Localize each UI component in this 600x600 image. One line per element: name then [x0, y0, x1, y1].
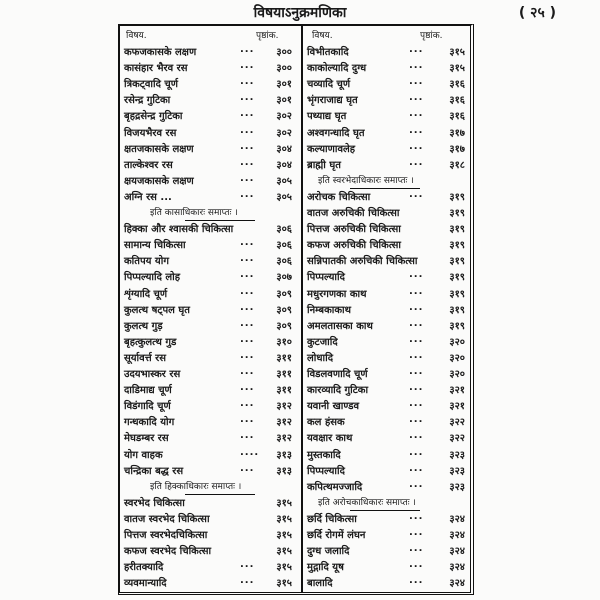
leader-dots: ... — [409, 44, 424, 55]
leader-dots: ... — [409, 333, 424, 345]
index-entry — [124, 398, 300, 413]
leader-dots: ... — [240, 140, 255, 152]
entry-page-number: ३०४ — [276, 159, 292, 171]
index-entry — [124, 44, 300, 59]
entry-title: कतिपय योग — [124, 256, 169, 268]
index-entry — [124, 108, 300, 123]
entry-title: मुद्गादि यूष — [307, 562, 344, 574]
entry-page-number: ३१६ — [449, 111, 465, 123]
entry-page-number: ३०५ — [276, 191, 292, 203]
entry-title: सन्निपातकी अरुचिकी चिकित्सा — [307, 256, 418, 268]
index-entry — [124, 253, 300, 268]
entry-title: योग वाहक — [124, 449, 163, 461]
leader-dots: ... — [240, 462, 255, 474]
entry-title: छर्दि चिकित्सा — [307, 513, 357, 525]
index-entry — [124, 76, 300, 91]
entry-page-number: ३२० — [449, 369, 465, 380]
entry-title: हरीतक्यादि — [124, 562, 164, 574]
leader-dots: ... — [409, 188, 424, 200]
entry-title: वातज स्वरभेद चिकित्सा — [124, 513, 210, 525]
index-entry — [307, 527, 465, 542]
entry-title: कल्याणावलेह — [307, 143, 356, 155]
leader-dots: ... — [409, 124, 424, 136]
index-entry — [307, 334, 465, 349]
index-entry — [307, 189, 465, 204]
leader-dots: ... — [409, 575, 424, 587]
index-entry — [307, 398, 465, 413]
leader-dots: ... — [409, 527, 424, 538]
entry-page-number: ३०२ — [276, 111, 292, 123]
index-entry — [307, 463, 465, 478]
entry-page-number: ३२१ — [449, 385, 465, 397]
entry-title: पथ्याद्य घृत — [307, 111, 347, 123]
entry-title: वातज अरुचिकी चिकित्सा — [307, 208, 400, 219]
entry-page-number: ३१७ — [449, 127, 465, 139]
index-entry — [307, 125, 465, 140]
entry-title: गन्धकादि योग — [124, 417, 175, 429]
entry-title: कुलत्थ षट्पल घृत — [124, 304, 190, 316]
index-entry — [307, 430, 465, 445]
index-entry — [124, 414, 300, 429]
index-entry — [307, 543, 465, 558]
entry-page-number: ३१६ — [449, 79, 465, 91]
entry-title: अश्वगन्धादि घृत — [307, 127, 365, 139]
index-entry — [307, 350, 465, 365]
leader-dots: ... — [409, 349, 424, 361]
index-entry — [307, 511, 465, 526]
note-text: इति अरोचकाधिकारः समाप्तः । — [318, 497, 416, 508]
leader-dots: ... — [409, 156, 424, 168]
entry-title: सामान्य चिकित्सा — [124, 240, 186, 252]
entry-page-number: ३२४ — [449, 578, 465, 590]
entry-page-number: ३१२ — [276, 401, 292, 413]
entry-page-number: ३२३ — [449, 481, 465, 493]
entry-page-number: ३११ — [276, 369, 292, 380]
entry-title: पिप्पल्यादि — [307, 272, 345, 284]
entry-title: निम्बकाकाथ — [307, 304, 352, 316]
index-entry — [307, 44, 465, 59]
entry-title: कारव्यादि गुटिका — [307, 385, 369, 397]
entry-title: कपित्थमज्जादि — [307, 481, 363, 493]
entry-page-number: ३०० — [276, 47, 292, 58]
note-text: इति स्वरभेदाधिकारः समाप्तः । — [318, 175, 414, 186]
entry-title: विजयभैरव रस — [124, 127, 177, 139]
leader-dots: ... — [409, 543, 424, 555]
entry-page-number: ३१५ — [449, 63, 465, 75]
index-entry — [124, 60, 300, 75]
left-page-header: पृष्ठांक. — [256, 31, 279, 41]
index-entry — [124, 463, 300, 478]
index-entry — [124, 527, 300, 542]
entry-title: कुलत्थ गुड़ — [124, 320, 163, 332]
entry-page-number: ३०१ — [276, 79, 292, 91]
index-entry — [124, 334, 300, 349]
leader-dots: ... — [240, 366, 255, 377]
entry-page-number: ३२४ — [449, 513, 465, 525]
entry-title: विडलवणादि चूर्ण — [307, 369, 368, 380]
entry-title: कासंहार भैरव रस — [124, 63, 188, 75]
index-entry — [307, 302, 465, 317]
entry-page-number: ३१६ — [449, 95, 465, 107]
index-entry — [124, 430, 300, 445]
leader-dots: ... — [409, 430, 424, 442]
entry-title: भृंगराजाद्य घृत — [307, 95, 358, 107]
entry-page-number: ३०४ — [276, 143, 292, 155]
entry-page-number: ३१५ — [276, 497, 292, 509]
leader-dots: ... — [240, 414, 255, 426]
entry-page-number: ३१९ — [449, 240, 465, 252]
page-title: विषयाऽनुक्रमणिका — [253, 5, 347, 21]
leader-dots: ... — [240, 92, 255, 104]
entry-page-number: ३१५ — [276, 546, 292, 558]
index-entry — [307, 269, 465, 284]
index-entry — [124, 318, 300, 333]
leader-dots: ... — [240, 44, 255, 55]
note-text: इति कासाधिकारः समाप्तः । — [150, 208, 238, 218]
leader-dots: ... — [409, 414, 424, 426]
entry-title: कफजकासके लक्षण — [124, 47, 197, 58]
leader-dots: ... — [409, 285, 424, 297]
note-text: इति हिक्काधिकारः समाप्तः । — [150, 481, 242, 492]
index-entry — [124, 511, 300, 526]
entry-page-number: ३१९ — [449, 304, 465, 316]
entry-page-number: ३१३ — [276, 465, 292, 477]
leader-dots: ... — [409, 92, 424, 104]
entry-page-number: ३०५ — [276, 175, 292, 187]
entry-title: ताल्केश्वर रस — [124, 159, 173, 171]
leader-dots: ... — [240, 349, 255, 361]
entry-page-number: ३०९ — [276, 304, 292, 316]
leader-dots: ... — [240, 76, 255, 88]
entry-title: कल हंसक — [307, 417, 345, 429]
entry-page-number: ३१५ — [276, 513, 292, 525]
leader-dots: ... — [240, 301, 255, 313]
entry-title: पित्तज स्वरभेदचिकित्सा — [124, 530, 208, 541]
entry-title: उदयभास्कर रस — [124, 369, 181, 380]
entry-page-number: ३२१ — [449, 401, 465, 413]
entry-title: शृंग्यादि चूर्ण — [124, 288, 168, 300]
entry-title: व्यवमान्यादि — [124, 578, 167, 590]
entry-title: अरोचक चिकित्सा — [307, 191, 371, 203]
entry-page-number: ३१७ — [449, 143, 465, 155]
entry-title: स्वरभेद चिकित्सा — [124, 497, 185, 509]
entry-page-number: ३२४ — [449, 530, 465, 541]
entry-title: दाडिमाद्य चूर्ण — [124, 385, 172, 397]
entry-page-number: ३०० — [276, 63, 292, 75]
index-entry — [124, 125, 300, 140]
index-entry — [307, 318, 465, 333]
index-entry — [124, 141, 300, 156]
leader-dots: ... — [240, 124, 255, 136]
entry-page-number: ३०२ — [276, 127, 292, 139]
entry-title: बृहद्रसेन्द्र गुटिका — [124, 111, 183, 123]
entry-page-number: ३२० — [449, 336, 465, 348]
entry-title: चन्द्रिका बद्ध रस — [124, 465, 184, 477]
index-entry — [307, 157, 465, 172]
entry-page-number: ३०६ — [276, 224, 292, 236]
entry-title: छर्दि रोगमें लंघन — [307, 530, 366, 541]
index-entry — [307, 237, 465, 252]
leader-dots: ... — [409, 462, 424, 474]
leader-dots: ... — [240, 253, 255, 265]
entry-title: लोधादि — [307, 352, 334, 364]
entry-page-number: ३०९ — [276, 320, 292, 332]
leader-dots: ... — [240, 60, 255, 72]
leader-dots: ... — [240, 269, 255, 281]
index-entry — [124, 543, 300, 558]
entry-page-number: ३०१ — [276, 95, 292, 107]
index-entry — [124, 447, 300, 462]
entry-page-number: ३१५ — [276, 530, 292, 541]
index-entry — [124, 286, 300, 301]
leader-dots: ... — [409, 398, 424, 410]
index-entry — [307, 221, 465, 236]
entry-title: अमलतासका काथ — [307, 320, 373, 332]
entry-page-number: ३२२ — [449, 433, 465, 445]
section-end-note — [318, 495, 465, 510]
entry-title: कुटजादि — [307, 336, 338, 348]
index-entry — [124, 157, 300, 172]
entry-title: चव्यादि चूर्ण — [307, 79, 351, 91]
entry-title: विडंगादि चूर्ण — [124, 401, 171, 413]
entry-page-number: ३१९ — [449, 256, 465, 268]
entry-page-number: ३२३ — [449, 449, 465, 461]
entry-page-number: ३१९ — [449, 288, 465, 300]
leader-dots: ... — [409, 382, 424, 394]
entry-page-number: ३२३ — [449, 465, 465, 477]
index-entry — [124, 350, 300, 365]
entry-page-number: ३१३ — [276, 449, 292, 461]
entry-page-number: ३०७ — [276, 272, 292, 284]
entry-title: काकोल्यादि दुग्ध — [307, 63, 367, 75]
entry-title: ब्राह्मी घृत — [307, 159, 341, 171]
index-entry — [307, 414, 465, 429]
leader-dots: ... — [409, 510, 424, 522]
index-entry — [307, 253, 465, 268]
leader-dots: ... — [409, 317, 424, 329]
entry-title: बृहत्कुलत्थ गुड — [124, 336, 177, 348]
entry-page-number: ३१९ — [449, 272, 465, 284]
leader-dots: ... — [409, 478, 424, 490]
index-entry — [124, 559, 300, 574]
leader-dots: ... — [240, 285, 255, 297]
leader-dots: ... — [409, 446, 424, 458]
entry-page-number: ३०६ — [276, 240, 292, 252]
index-entry — [124, 189, 300, 204]
section-end-note — [318, 173, 465, 188]
index-entry — [307, 286, 465, 301]
entry-page-number: ३०६ — [276, 256, 292, 268]
index-entry — [124, 575, 300, 590]
entry-page-number: ३१५ — [449, 47, 465, 58]
leader-dots: ... — [240, 172, 255, 184]
index-entry — [307, 559, 465, 574]
entry-title: मधुरगणका काथ — [307, 288, 367, 300]
entry-page-number: ३१९ — [449, 208, 465, 219]
entry-title: सूर्यावर्त्त रस — [124, 352, 166, 364]
entry-page-number: ३१० — [276, 336, 292, 348]
index-entry — [307, 108, 465, 123]
entry-page-number: ३११ — [276, 385, 292, 397]
entry-page-number: ३१५ — [276, 562, 292, 574]
index-entry — [124, 269, 300, 284]
index-entry — [307, 141, 465, 156]
entry-page-number: ३१९ — [449, 224, 465, 236]
entry-page-number: ३१८ — [449, 159, 465, 171]
entry-page-number: ३२२ — [449, 417, 465, 429]
right-page-header: पृष्ठांक. — [420, 31, 443, 41]
section-end-note — [150, 479, 300, 494]
entry-page-number: ३१५ — [276, 578, 292, 590]
entry-title: पिप्पल्यादि — [307, 465, 345, 477]
entry-title: विभीतकादि — [307, 47, 349, 58]
index-entry — [307, 60, 465, 75]
left-topic-header: विषय. — [126, 31, 147, 41]
entry-title: यवानी खाण्डव — [307, 401, 360, 413]
entry-title: यवक्षार काथ — [307, 433, 353, 445]
section-end-note — [150, 205, 300, 220]
entry-title: मुस्तकादि — [307, 449, 341, 461]
leader-dots: ... — [240, 156, 255, 168]
index-entry — [307, 447, 465, 462]
entry-page-number: ३०९ — [276, 288, 292, 300]
entry-title: कफज स्वरभेद चिकित्सा — [124, 546, 212, 558]
leader-dots: ... — [240, 575, 255, 587]
index-entry — [124, 92, 300, 107]
leader-dots: ... — [240, 108, 255, 120]
leader-dots: ... — [240, 333, 255, 345]
index-entry — [124, 173, 300, 188]
page-number: ( २५ ) — [518, 5, 556, 21]
leader-dots: ... — [409, 269, 424, 281]
leader-dots: ... — [240, 188, 255, 200]
entry-title: बालादि — [307, 578, 333, 590]
entry-page-number: ३२४ — [449, 562, 465, 574]
leader-dots: ... — [409, 366, 424, 377]
entry-title: हिक्का और श्वासकी चिकित्सा — [124, 224, 234, 236]
entry-page-number: ३२० — [449, 352, 465, 364]
entry-page-number: ३१२ — [276, 417, 292, 429]
entry-title: पिप्पल्यादि लोह — [124, 272, 181, 284]
column-divider — [301, 24, 303, 592]
entry-page-number: ३१२ — [276, 433, 292, 445]
index-entry — [307, 366, 465, 381]
entry-title: त्रिकट्वादि चूर्ण — [124, 79, 178, 91]
leader-dots: ... — [240, 317, 255, 329]
leader-dots: ... — [409, 76, 424, 88]
index-entry — [307, 382, 465, 397]
right-topic-header: विषय. — [312, 31, 333, 41]
entry-page-number: ३१९ — [449, 191, 465, 203]
entry-title: क्षतजकासके लक्षण — [124, 143, 194, 155]
leader-dots: ... — [409, 301, 424, 313]
leader-dots: ... — [409, 559, 424, 571]
entry-title: मेघडम्बर रस — [124, 433, 169, 445]
index-entry — [307, 92, 465, 107]
index-entry — [124, 366, 300, 381]
entry-title: अग्नि रस ... — [124, 191, 172, 203]
entry-title: कफज अरुचिकी चिकित्सा — [307, 240, 402, 252]
leader-dots: ... — [240, 430, 255, 442]
leader-dots: ... — [240, 382, 255, 394]
leader-dots: ... — [240, 237, 255, 249]
index-entry — [124, 237, 300, 252]
index-entry — [124, 495, 300, 510]
entry-title: पित्तज अरुचिकी चिकित्सा — [307, 224, 401, 236]
leader-dots: .... — [240, 446, 260, 458]
leader-dots: ... — [409, 140, 424, 152]
entry-title: दुग्ध जलादि — [307, 546, 350, 558]
leader-dots: ... — [240, 398, 255, 410]
index-entry — [124, 382, 300, 397]
leader-dots: ... — [240, 559, 255, 571]
entry-page-number: ३१९ — [449, 320, 465, 332]
leader-dots: ... — [409, 108, 424, 120]
index-entry — [307, 205, 465, 220]
index-entry — [307, 76, 465, 91]
entry-page-number: ३२४ — [449, 546, 465, 558]
leader-dots: ... — [409, 60, 424, 72]
entry-title: क्षयजकासके लक्षण — [124, 175, 194, 187]
index-entry — [307, 479, 465, 494]
entry-page-number: ३११ — [276, 352, 292, 364]
index-entry — [307, 575, 465, 590]
entry-title: रसेन्द्र गुटिका — [124, 95, 171, 107]
index-entry — [124, 221, 300, 236]
index-entry — [124, 302, 300, 317]
